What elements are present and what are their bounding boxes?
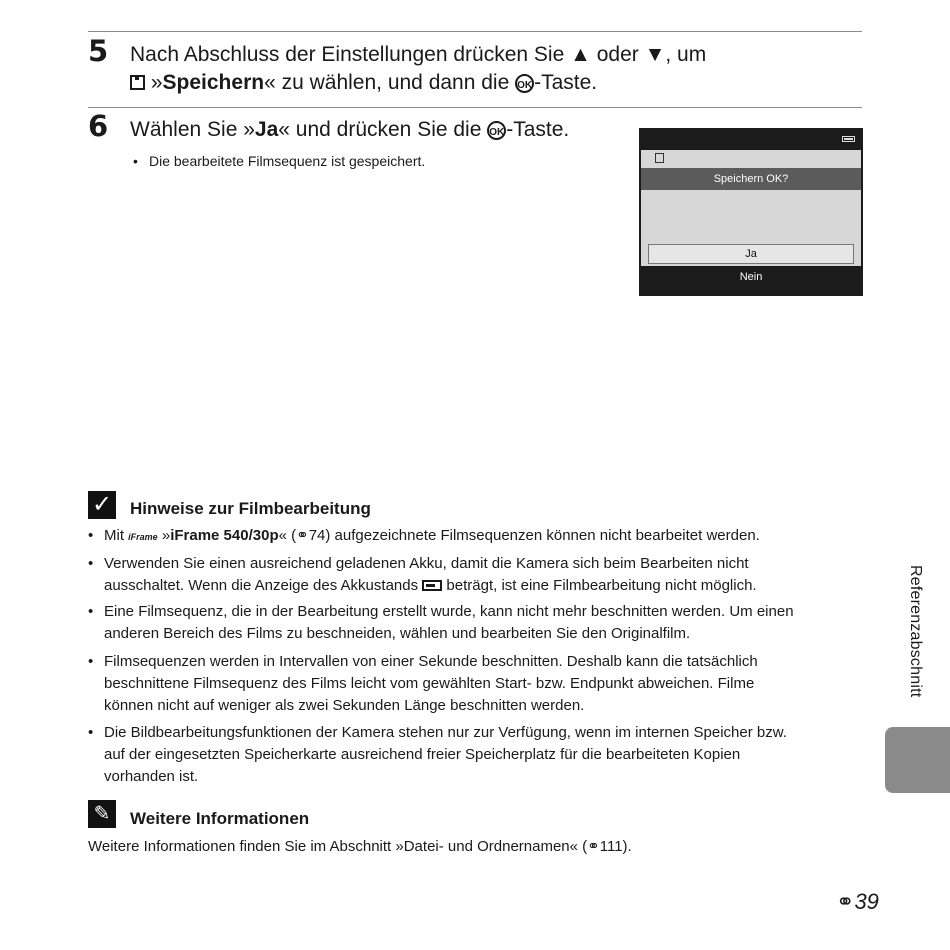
section-tab xyxy=(885,727,950,793)
reference-icon: ⚭ xyxy=(296,527,309,544)
battery-icon xyxy=(842,136,855,142)
save-icon xyxy=(655,153,664,163)
reference-icon: ⚭ xyxy=(836,889,855,914)
step-6-number: 6 xyxy=(88,109,109,143)
battery-low-icon xyxy=(422,580,442,591)
notes-title: Hinweise zur Filmbearbeitung xyxy=(130,499,371,518)
save-icon xyxy=(130,75,145,90)
iframe-icon: iFrame xyxy=(128,532,158,542)
option-ja[interactable]: Ja xyxy=(648,244,854,264)
step-5-line-1: Nach Abschluss der Einstellungen drücken Sie ▲ oder ▼, um xyxy=(130,43,707,66)
ok-button-icon: OK xyxy=(515,74,534,93)
reference-icon: ⚭ xyxy=(587,838,600,855)
speichern-label: Speichern xyxy=(162,71,265,94)
top-divider xyxy=(88,31,862,32)
more-info-title: Weitere Informationen xyxy=(130,809,310,828)
pencil-icon: ✎ xyxy=(88,800,116,828)
step-5-number: 5 xyxy=(88,34,109,68)
step-6-text: Wählen Sie »Ja« und drücken Sie die OK-Taste. xyxy=(130,118,570,141)
ok-button-icon: OK xyxy=(487,121,506,140)
ja-label: Ja xyxy=(254,118,279,141)
checkmark-icon: ✓ xyxy=(88,491,116,519)
option-nein[interactable]: Nein xyxy=(739,271,763,283)
dialog-title: Speichern OK? xyxy=(641,168,861,190)
step-divider xyxy=(88,107,862,108)
more-info-text: Weitere Informationen finden Sie im Abschnitt »Datei- und Ordnernamen« (⚭111). xyxy=(88,838,632,855)
camera-screen xyxy=(639,128,863,296)
step-5-line-2: »Speichern« zu wählen, und dann die OK-Taste. xyxy=(130,69,597,97)
screen-body xyxy=(641,150,861,294)
side-section-label: Referenzabschnitt xyxy=(907,565,924,698)
page-number: ⚭39 xyxy=(836,889,879,914)
